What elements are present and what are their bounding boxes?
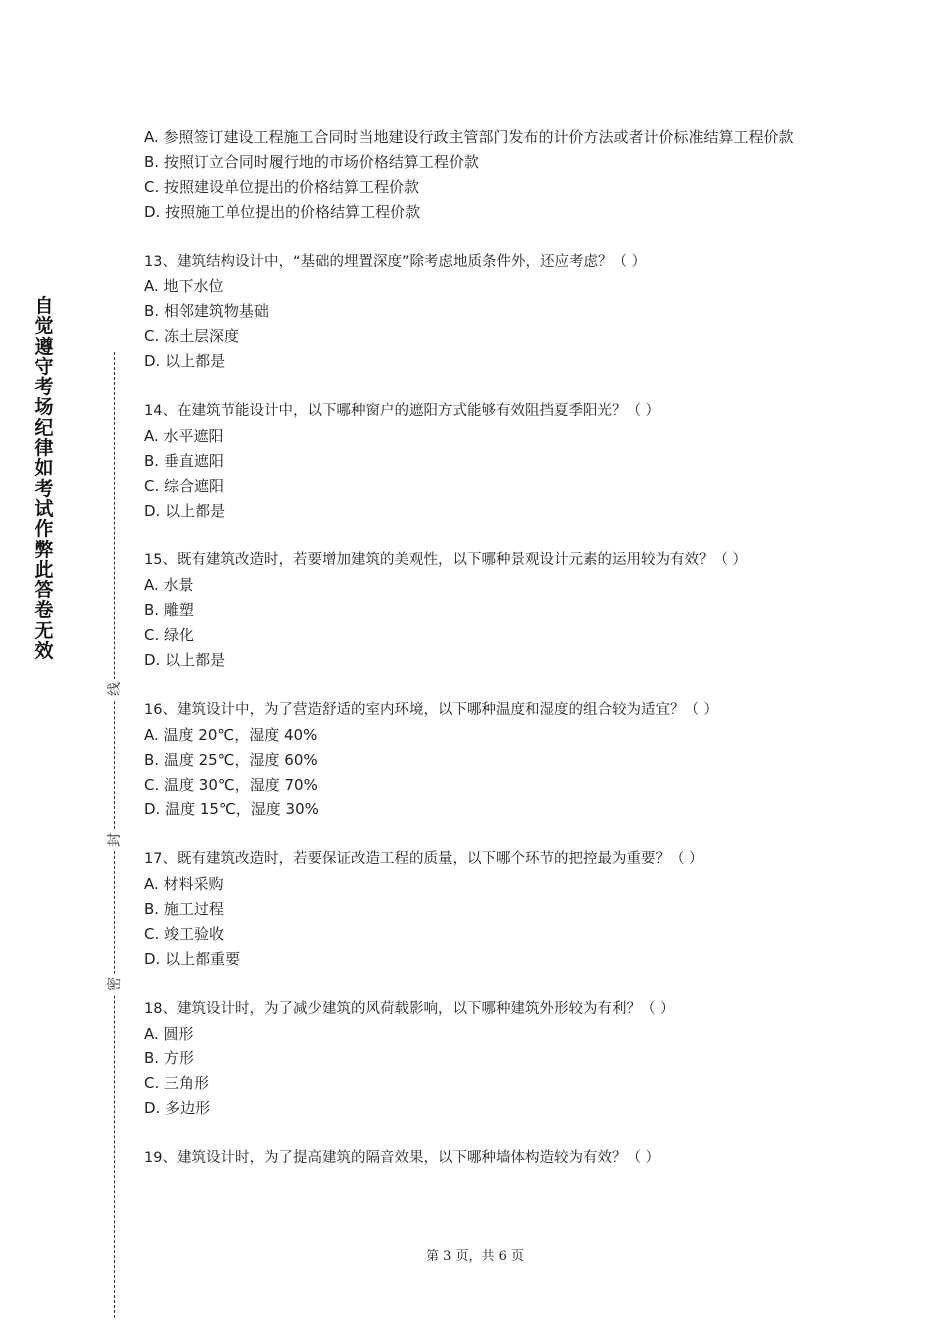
exam-discipline-warning: 自觉遵守考场纪律如考试作弊此答卷无效 [34, 295, 54, 663]
option-c: C. 冻土层深度 [144, 327, 240, 346]
option-d: D. 以上都是 [144, 650, 226, 669]
binding-mark-seal: 封 [104, 830, 126, 850]
option-d: D. 以上都是 [144, 501, 226, 520]
option-b: B. 按照订立合同时履行地的市场价格结算工程价款 [144, 152, 479, 171]
option-d: D. 以上都重要 [144, 949, 241, 968]
question-stem: 14、在建筑节能设计中，以下哪种窗户的遮阳方式能够有效阻挡夏季阳光？（ ） [144, 402, 661, 419]
option-b: B. 相邻建筑物基础 [144, 302, 269, 321]
binding-mark-line: 线 [104, 679, 126, 699]
option-d: D. 以上都是 [144, 352, 226, 371]
option-c: C. 竣工验收 [144, 924, 225, 943]
option-b: B. 温度 25℃，湿度 60% [144, 750, 318, 769]
option-b: B. 方形 [144, 1049, 194, 1068]
question-stem: 13、建筑结构设计中，“基础的埋置深度”除考虑地质条件外，还应考虑？（ ） [144, 253, 647, 270]
option-c: C. 综合遮阳 [144, 476, 225, 495]
question-17 [144, 847, 824, 972]
option-c: C. 三角形 [144, 1074, 210, 1093]
option-c: C. 温度 30℃，湿度 70% [144, 775, 318, 794]
option-a: A. 水景 [144, 576, 194, 595]
question-stem: 19、建筑设计时，为了提高建筑的隔音效果，以下哪种墙体构造较为有效？（ ） [144, 1150, 661, 1167]
option-a: A. 地下水位 [144, 277, 224, 296]
option-a: A. 参照签订建设工程施工合同时当地建设行政主管部门发布的计价方法或者计价标准结算工程价款 [144, 128, 794, 146]
option-d: D. 按照施工单位提出的价格结算工程价款 [144, 202, 421, 221]
option-c: C. 绿化 [144, 626, 195, 645]
option-d: D. 多边形 [144, 1099, 211, 1118]
question-16 [144, 698, 824, 823]
option-b: B. 雕塑 [144, 601, 194, 620]
option-a: A. 材料采购 [144, 875, 224, 894]
question-stem: 15、既有建筑改造时，若要增加建筑的美观性，以下哪种景观设计元素的运用较为有效？（ ） [144, 552, 748, 569]
option-c: C. 按照建设单位提出的价格结算工程价款 [144, 177, 420, 196]
option-b: B. 施工过程 [144, 900, 224, 919]
question-19 [144, 1146, 824, 1171]
question-content [144, 125, 824, 1171]
option-a: A. 水平遮阳 [144, 426, 224, 445]
question-stem: 16、建筑设计中，为了营造舒适的室内环境，以下哪种温度和湿度的组合较为适宜？（ ） [144, 701, 719, 718]
option-d: D. 温度 15℃，湿度 30% [144, 800, 319, 819]
option-a: A. 圆形 [144, 1024, 194, 1043]
continued-question-options [144, 125, 824, 225]
question-stem: 18、建筑设计时，为了减少建筑的风荷载影响，以下哪种建筑外形较为有利？（ ） [144, 1000, 675, 1017]
question-18 [144, 997, 824, 1122]
page-number-footer: 第 3 页，共 6 页 [425, 1249, 525, 1264]
question-15 [144, 548, 824, 673]
option-a: A. 温度 20℃，湿度 40% [144, 725, 318, 744]
question-14 [144, 399, 824, 524]
option-b: B. 垂直遮阳 [144, 451, 224, 470]
binding-mark-secret: 密 [104, 974, 126, 994]
question-stem: 17、既有建筑改造时，若要保证改造工程的质量，以下哪个环节的把控最为重要？（ ） [144, 851, 704, 868]
question-13 [144, 250, 824, 375]
